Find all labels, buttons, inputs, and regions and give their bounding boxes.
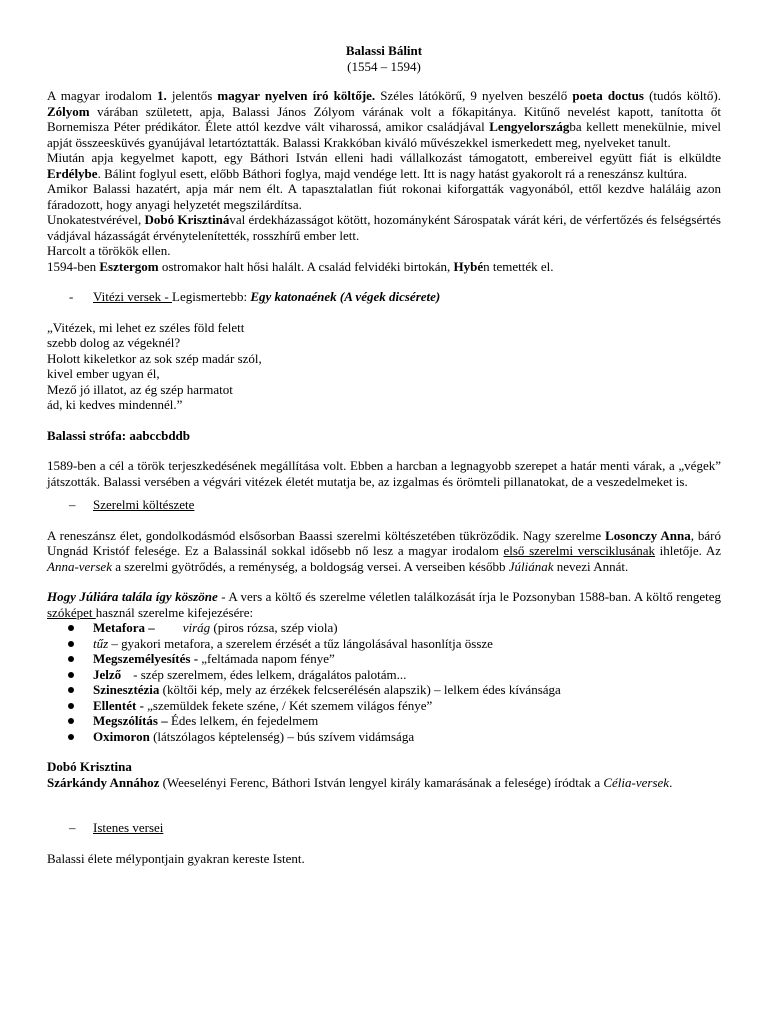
text-run: Miután apja kegyelmet kapott, egy Báthori István elleni hadi vállalkozást támogatott, embereivel együtt fiát is elküldte	[47, 150, 721, 165]
list-item	[47, 667, 721, 683]
text-run: „szemüldek fekete széne, / Két szemem világos fénye”	[143, 697, 433, 713]
julia-paragraph	[47, 589, 721, 620]
list-item	[47, 713, 721, 729]
poem-excerpt	[47, 320, 721, 413]
vitezi-mid: Legismertebb:	[172, 289, 251, 304]
bio-paragraph-6	[47, 259, 721, 275]
bullet-icon	[68, 718, 74, 724]
text-run: poeta doctus	[572, 88, 644, 103]
document-page	[47, 0, 721, 866]
text-run: várában született, apja, Balassi János Zólyom várának volt a főkapitánya. Kitűnő nevelést kapott, tanította őt Bornemisza Péter prédikátor. Élete attól kezdve vált viharossá, amikor családjával	[47, 103, 721, 134]
list-dash: –	[69, 497, 76, 512]
list-item	[47, 620, 721, 636]
text-run: nevezi Annát.	[553, 558, 629, 574]
list-item	[47, 682, 721, 698]
bullet-icon	[68, 687, 74, 693]
bullet-icon	[68, 672, 74, 678]
text-run: Esztergom	[99, 258, 159, 274]
text-run: ihletője. Az	[655, 543, 721, 558]
text-run: virág	[182, 620, 211, 635]
list-item	[47, 636, 721, 652]
bio-paragraph-3	[47, 181, 721, 212]
text-run: 1594-ben	[47, 258, 100, 274]
poem-line: ád, ki kedves mindennél.”	[47, 397, 183, 412]
text-run: Oximoron	[93, 728, 150, 744]
vitezi-poem-title: Egy katonaének (A végek dicsérete)	[250, 289, 441, 304]
text-run: Jelző	[93, 666, 122, 682]
text-run: . Bálint foglyul esett, előbb Báthori foglya, majd vendége lett. Itt is nagy hatást gyakorolt rá a reneszánsz kultúra.	[97, 165, 688, 181]
poem-line: szebb dolog az végeknél?	[47, 335, 181, 350]
bullet-icon	[68, 734, 74, 740]
text-run: val érdekházasságot kötött, hozományként Sárospatak várát kéri, de vérfertőzés és felségsértés vádjával házasságát érvénytelenítették, rosszhírű ember lett.	[47, 212, 721, 243]
text-run: - szép szerelmem, édes lelkem, drágalátos palotám...	[133, 666, 407, 682]
text-run: Hogy Júliára talála így köszöne	[47, 589, 218, 604]
text-run: .	[669, 774, 673, 790]
text-run: Júliának	[508, 558, 554, 574]
text-run: (Weeselényi Ferenc, Báthori István lengyel király kamarásának a felesége) íródtak a	[159, 774, 604, 790]
text-run: (piros rózsa, szép viola)	[210, 620, 338, 635]
text-run: Megszemélyesítés -	[93, 651, 199, 666]
figures-list	[47, 620, 721, 744]
poem-line: kivel ember ugyan él,	[47, 366, 160, 381]
list-item	[47, 729, 721, 745]
text-run: Lengyelország	[489, 119, 570, 134]
bullet-icon	[68, 641, 74, 647]
text-run: Szinesztézia	[93, 682, 160, 697]
text-run: első szerelmi versciklusának	[503, 543, 656, 558]
text-run: A reneszánsz élet, gondolkodásmód elsősorban Baassi szerelmi költészetében tükröződik. Nagy szerelme	[47, 527, 606, 543]
strofa-heading: Balassi strófa: aabccbddb	[47, 427, 191, 443]
poem-line: „Vitézek, mi lehet ez széles föld felett	[47, 319, 245, 335]
istenes-heading	[47, 820, 721, 836]
text-run: „feltámada napom fénye”	[198, 651, 335, 666]
istenes-label: Istenes versei	[93, 820, 164, 835]
bio-paragraph-5	[47, 243, 721, 259]
text-run: Unokatestvérével,	[47, 212, 145, 227]
biography-section	[47, 88, 721, 274]
list-item	[47, 651, 721, 667]
vitezi-heading	[47, 289, 721, 305]
text-run: tűz	[93, 635, 109, 651]
bullet-icon	[68, 703, 74, 709]
vegek-paragraph: 1589-ben a cél a török terjeszkedésének megállítása volt. Ebben a harcban a legnagyobb szerepet a határ menti várak, a „végek” játszották. Balassi versében a végvári vitézek életét mutatja be, az izgalmas és örömteli pillanatokat, de a veszedelmeket is.	[47, 458, 721, 489]
closing-paragraph: Balassi élete mélypontjain gyakran kereste Istent.	[47, 850, 305, 866]
szerelmi-paragraph	[47, 528, 721, 575]
list-item	[47, 698, 721, 714]
text-run: 1.	[156, 88, 167, 103]
text-run: – gyakori metafora, a szerelem érzését a tűz lángolásával hasonlítja össze	[108, 635, 493, 651]
vitezi-label: Vitézi versek -	[93, 289, 172, 304]
list-dash: -	[69, 289, 74, 304]
list-dash: –	[69, 820, 76, 835]
bullet-icon	[68, 625, 74, 631]
text-run: Ellentét -	[93, 697, 144, 713]
text-run: A magyar irodalom	[47, 88, 157, 103]
bullet-icon	[68, 656, 74, 662]
text-run: - A vers a költő és szerelme véletlen találkozását írja le Pozsonyban 1588-ban. A költő rengeteg	[217, 589, 721, 604]
text-run: Megszólítás –	[93, 713, 168, 728]
poem-line: Mező jó illatot, az ég szép harmatot	[47, 381, 233, 397]
szerelmi-label: Szerelmi költészete	[93, 497, 195, 512]
text-run: Hybé	[453, 258, 484, 274]
text-run: Szárkándy Annához	[47, 774, 160, 790]
bio-paragraph-4	[47, 212, 721, 243]
text-run: Zólyom	[47, 103, 90, 119]
text-run: (tudós költő).	[643, 88, 721, 103]
text-run: (látszólagos képtelenség) – bús szívem vidámsága	[149, 728, 415, 744]
text-run: Célia-versek	[603, 774, 670, 790]
title-block	[47, 43, 721, 74]
dobo-heading: Dobó Krisztina	[47, 759, 132, 774]
text-run: Losonczy Anna	[605, 527, 691, 543]
bio-paragraph-1	[47, 88, 721, 150]
text-run: Anna-versek	[47, 558, 112, 574]
text-run: a szerelmi gyötrődés, a reménység, a boldogság versei. A verseiben később	[111, 558, 509, 574]
text-run: használ szerelme kifejezésére:	[95, 604, 254, 620]
text-run: n temették el.	[483, 258, 554, 274]
celia-paragraph	[47, 775, 721, 791]
bio-paragraph-2	[47, 150, 721, 181]
text-run: (költői kép, mely az érzékek felcserélésén alapszik) – lelkem édes kívánsága	[159, 682, 561, 697]
text-run: Édes lelkem, én fejedelmem	[167, 713, 319, 728]
text-run: , báró Ungnád Kristóf felesége. Ez a Balassinál sokkal idősebb nő lesz a magyar irodalom	[47, 527, 721, 558]
text-run: Erdélybe	[47, 165, 98, 181]
text-run: Dobó Krisztiná	[144, 212, 230, 227]
text-run: Amikor Balassi hazatért, apja már nem élt. A tapasztalatlan fiút rokonai kiforgatták vagyonából, ettől kezdve haláláig azon fáradozott, hogy anyagi helyzetét megszilárdítsa.	[47, 181, 721, 212]
text-run: Harcolt a törökök ellen.	[47, 243, 171, 258]
text-run: magyar nyelven író költője.	[217, 88, 376, 103]
text-run: szóképet	[47, 604, 96, 620]
szerelmi-heading	[47, 497, 721, 513]
text-run: ba kellett menekülnie, mivel apját összeesküvés gyanújával letartóztatták. Balassi Krakkóban kiváló művészekkel ismerkedett meg, nyelveket tanult.	[47, 119, 721, 150]
text-run: jelentős	[166, 88, 218, 103]
text-run: Széles látókörű, 9 nyelven beszélő	[375, 88, 573, 103]
document-title: Balassi Bálint	[345, 43, 423, 58]
text-run: Metafora –	[93, 620, 155, 635]
poem-line: Holott kikeletkor az sok szép madár szól,	[47, 350, 262, 366]
text-run: ostromakor halt hősi halált. A család felvidéki birtokán,	[158, 258, 454, 274]
life-dates: (1554 – 1594)	[347, 58, 421, 74]
